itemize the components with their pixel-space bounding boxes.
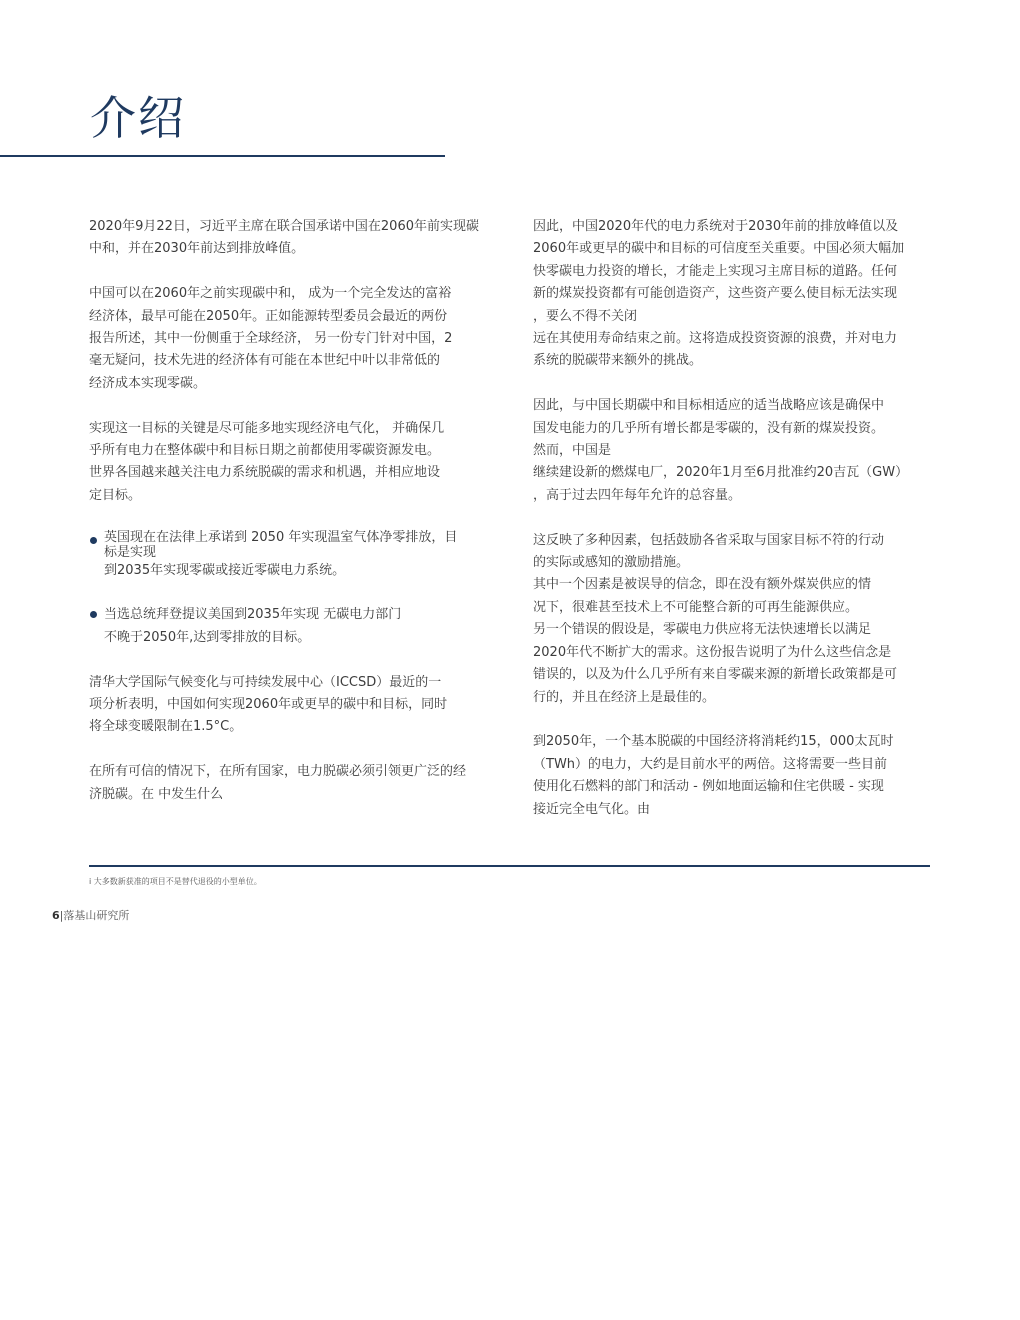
footer-org: 落基山研究所: [63, 909, 130, 922]
text-line: 因此，中国2020年代的电力系统对于2030年前的排放峰值以及: [533, 219, 899, 234]
text-line: 接近完全电气化。由: [533, 801, 651, 817]
text-line: 这反映了多种因素，包括鼓励各省采取与国家目标不符的行动: [533, 532, 885, 548]
text-line: 况下，很难甚至技术上不可能整合新的可再生能源供应。: [533, 599, 859, 615]
text-line: 行的，并且在经济上是最佳的。: [533, 689, 716, 705]
text-line: 当选总统拜登提议美国到2035年实现 无碳电力部门: [104, 607, 402, 623]
bullet-item: [89, 604, 485, 649]
bullet-icon: [90, 611, 97, 618]
body-paragraph: [533, 731, 929, 821]
body-paragraph: [533, 395, 929, 507]
body-paragraph: [89, 672, 485, 739]
body-paragraph: [89, 418, 485, 508]
text-line: 新的煤炭投资都有可能创造资产，这些资产要么使目标无法实现: [533, 286, 898, 302]
text-line: 系统的脱碳带来额外的挑战。: [533, 353, 703, 369]
text-line: 继续建设新的燃煤电厂，2020年1月至6月批准约20吉瓦（GW）: [533, 465, 909, 481]
text-line: 然而，中国是: [533, 443, 612, 459]
text-line: 经济体，最早可能在2050年。正如能源转型委员会最近的两份: [89, 308, 448, 324]
text-line: 中国可以在2060年之前实现碳中和， 成为一个完全发达的富裕: [89, 286, 452, 302]
footnote: i 大多数新获准的项目不是替代退役的小型单位。: [89, 877, 262, 886]
bullet-item: [89, 530, 485, 582]
text-line: 毫无疑问，技术先进的经济体有可能在本世纪中叶以非常低的: [89, 353, 441, 369]
page-footer: [52, 907, 129, 923]
text-line: 济脱碳。在 中发生什么: [89, 786, 224, 802]
text-line: 报告所述，其中一份侧重于全球经济， 另一份专门针对中国，2: [89, 331, 453, 347]
text-line: 项分析表明，中国如何实现2060年或更早的碳中和目标，同时: [89, 697, 448, 713]
text-line: 世界各国越来越关注电力系统脱碳的需求和机遇，并相应地设: [89, 465, 441, 481]
page-title: 介绍: [90, 91, 186, 145]
text-line: 定目标。: [89, 487, 142, 503]
text-line: 到2035年实现零碳或接近零碳电力系统。: [104, 562, 346, 578]
text-line: 乎所有电力在整体碳中和目标日期之前都使用零碳资源发电。: [89, 443, 441, 459]
text-line: 远在其使用寿命结束之前。这将造成投资资源的浪费，并对电力: [533, 331, 898, 347]
left-column: [89, 216, 485, 806]
text-line: （TWh）的电力，大约是目前水平的两倍。这将需要一些目前: [533, 756, 888, 772]
text-line: 到2050年，一个基本脱碳的中国经济将消耗约15，000太瓦时: [533, 734, 894, 750]
footnote-divider: [89, 865, 930, 867]
body-paragraph: [89, 283, 485, 395]
bullet-icon: [90, 537, 97, 544]
text-line: 不晚于2050年,达到零排放的目标。: [104, 629, 311, 645]
text-line: 标是实现: [104, 544, 157, 560]
text-line: 使用化石燃料的部门和活动 - 例如地面运输和住宅供暖 - 实现: [533, 779, 884, 795]
text-line: 另一个错误的假设是，零碳电力供应将无法快速增长以满足: [533, 622, 872, 638]
footer-separator: |: [59, 909, 64, 922]
text-line: 英国现在在法律上承诺到 2050 年实现温室气体净零排放，目: [104, 529, 458, 545]
body-paragraph: [533, 216, 929, 373]
text-line: 经济成本实现零碳。: [89, 375, 207, 391]
text-line: 其中一个因素是被误导的信念，即在没有额外煤炭供应的情: [533, 577, 872, 593]
text-line: 在所有可信的情况下，在所有国家，电力脱碳必须引领更广泛的经: [89, 764, 467, 780]
text-line: ，高于过去四年每年允许的总容量。: [533, 487, 742, 503]
body-paragraph: [89, 761, 485, 806]
body-paragraph: [533, 530, 929, 709]
text-line: 2020年9月22日，习近平主席在联合国承诺中国在2060年前实现碳: [89, 219, 479, 234]
text-line: 实现这一目标的关键是尽可能多地实现经济电气化， 并确保几: [89, 420, 445, 436]
text-line: ，要么不得不关闭: [533, 308, 638, 324]
text-line: 错误的，以及为什么几乎所有来自零碳来源的新增长政策都是可: [533, 667, 898, 683]
intro-paragraph: [89, 216, 485, 261]
right-column: [533, 216, 929, 821]
text-line: 将全球变暖限制在1.5°C。: [89, 719, 243, 735]
text-line: 2060年或更早的碳中和目标的可信度至关重要。中国必须大幅加: [533, 241, 905, 257]
text-line: 中和，并在2030年前达到排放峰值。: [89, 241, 305, 257]
text-line: 的实际或感知的激励措施。: [533, 555, 690, 571]
text-line: 2020年代不断扩大的需求。这份报告说明了为什么这些信念是: [533, 644, 892, 660]
text-line: 国发电能力的几乎所有增长都是零碳的，没有新的煤炭投资。: [533, 420, 885, 436]
title-divider: [0, 155, 445, 157]
text-line: 因此，与中国长期碳中和目标相适应的适当战略应该是确保中: [533, 398, 885, 414]
page-number: 6: [52, 909, 60, 922]
text-line: 快零碳电力投资的增长，才能走上实现习主席目标的道路。任何: [533, 263, 898, 279]
text-line: 清华大学国际气候变化与可持续发展中心（ICCSD）最近的一: [89, 674, 442, 690]
